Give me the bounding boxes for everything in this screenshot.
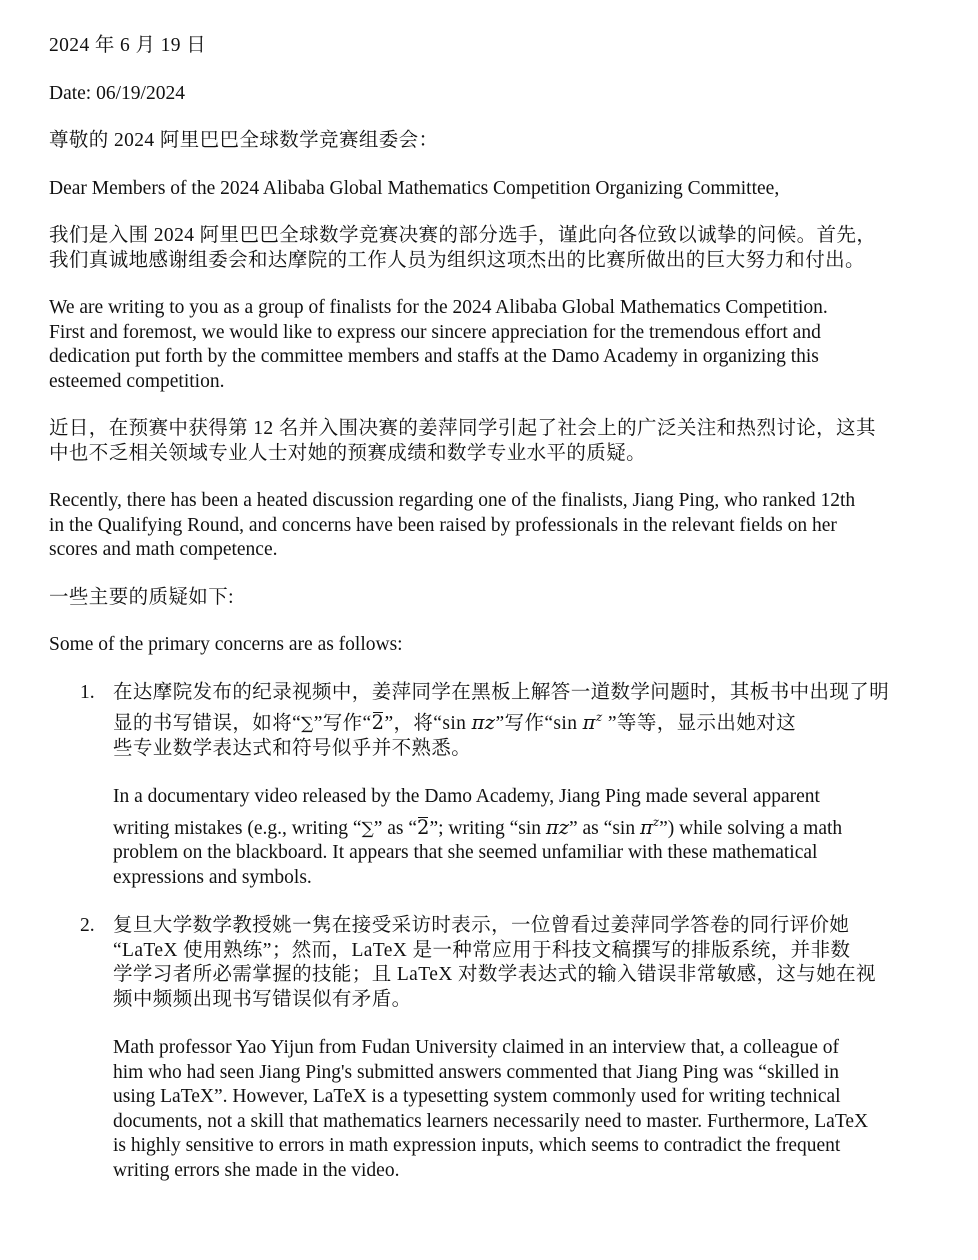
sin-text: sin — [518, 817, 546, 839]
text-run: ”，将“ — [384, 713, 443, 734]
recent-english — [49, 489, 938, 563]
concern-2-cn-line: “LaTeX 使用熟练”；然而，LaTeX 是一种常应用于科技文稿撰写的排版系统，并非数 — [113, 939, 851, 961]
sin-text: sin — [612, 817, 640, 839]
recent-chinese — [49, 417, 938, 466]
recent-en-line: Recently, there has been a heated discussion regarding one of the finalists, Jiang Ping, who ranked 12th — [49, 490, 856, 511]
concern-number: 1. — [80, 681, 95, 703]
text-run: ”等等，显示出她对这 — [602, 713, 797, 734]
miswritten-sigma — [372, 711, 385, 736]
concern-1-cn-line: 在达摩院发布的纪录视频中，姜萍同学在黑板上解答一道数学问题时，其板书中出现了明 — [113, 681, 890, 703]
text-run: 显的书写错误，如将“ — [113, 713, 302, 734]
text-run: ”) while solving a math — [659, 817, 843, 839]
sigma-symbol: ∑ — [361, 818, 374, 839]
concern-1-en-line: In a documentary video released by the Damo Academy, Jiang Ping made several apparent — [113, 786, 820, 807]
concern-2-cn-line: 频中频频出现书写错误似有矛盾。 — [113, 988, 412, 1010]
concern-2-chinese — [113, 914, 938, 1012]
concern-2-en-line: documents, not a skill that mathematics learners necessarily need to master. Furthermore, LaTeX — [113, 1110, 869, 1132]
date-english: Date: 06/19/2024 — [49, 82, 185, 104]
intro-en-line: We are writing to you as a group of finalists for the 2024 Alibaba Global Mathematics Competition. — [49, 297, 828, 318]
pi-symbol: π — [582, 711, 596, 734]
concern-1-cn-line — [113, 705, 938, 737]
text-run: ”写作“ — [495, 713, 554, 734]
concern-item-2 — [49, 914, 938, 1183]
pi-z: πz — [471, 711, 496, 734]
concerns-heading-english: Some of the primary concerns are as follows: — [49, 634, 403, 655]
intro-chinese — [49, 224, 938, 273]
intro-cn-line: 我们真诚地感谢组委会和达摩院的工作人员为组织这项杰出的比赛所做出的巨大努力和付出。 — [49, 249, 865, 271]
concern-2-en-line: writing errors she made in the video. — [113, 1159, 400, 1181]
concerns-heading-chinese: 一些主要的质疑如下: — [49, 586, 234, 608]
intro-english — [49, 296, 938, 394]
concern-2-cn-line: 复旦大学数学教授姚一隽在接受采访时表示，一位曾看过姜萍同学答卷的同行评价她 — [113, 915, 850, 936]
recent-en-line: scores and math competence. — [49, 539, 278, 560]
digit-two: 2 — [417, 815, 430, 839]
concern-1-en-line — [113, 810, 938, 842]
salutation-english: Dear Members of the 2024 Alibaba Global Mathematics Competition Organizing Committee, — [49, 177, 780, 199]
concern-item-1 — [49, 681, 938, 891]
concern-2-en-line: using LaTeX”. However, LaTeX is a typesetting system commonly used for writing technical — [113, 1086, 841, 1107]
intro-en-line: esteemed competition. — [49, 370, 225, 392]
intro-en-line: dedication put forth by the committee members and staffs at the Damo Academy in organizing this — [49, 346, 819, 367]
intro-en-line: First and foremost, we would like to express our sincere appreciation for the tremendous effort and — [49, 321, 821, 343]
concern-2-english — [113, 1036, 938, 1183]
sin-text: sin — [553, 713, 583, 734]
sigma-symbol: ∑ — [301, 714, 314, 734]
digit-two: 2 — [371, 711, 385, 734]
concern-1-english — [113, 785, 938, 890]
intro-cn-line: 我们是入围 2024 阿里巴巴全球数学竞赛决赛的部分选手，谨此向各位致以诚挚的问候。首先， — [49, 225, 877, 246]
concern-1-cn-line: 些专业数学表达式和符号似乎并不熟悉。 — [113, 737, 472, 759]
text-run: ”; writing “ — [429, 817, 519, 839]
text-run: ” as “ — [569, 817, 613, 839]
superscript-z: z — [652, 814, 660, 829]
superscript-z: z — [595, 710, 603, 724]
sin-text: sin — [442, 713, 472, 734]
concern-1-chinese — [113, 681, 938, 762]
pi-symbol: π — [639, 815, 653, 839]
overbar — [373, 712, 384, 713]
concern-2-en-line: him who had seen Jiang Ping's submitted answers commented that Jiang Ping was “skilled in — [113, 1061, 840, 1083]
date-chinese: 2024 年 6 月 19 日 — [49, 35, 207, 56]
recent-en-line: in the Qualifying Round, and concerns have been raised by professionals in the relevant fields on her — [49, 514, 837, 536]
concern-number: 2. — [80, 915, 95, 936]
text-run: ” as “ — [373, 817, 418, 839]
concern-2-en-line: Math professor Yao Yijun from Fudan University claimed in an interview that, a colleague of — [113, 1037, 840, 1058]
pi-z: πz — [545, 815, 569, 839]
concern-2-en-line: is highly sensitive to errors in math expression inputs, which seems to contradict the frequent — [113, 1135, 841, 1156]
salutation-chinese: 尊敬的 2024 阿里巴巴全球数学竞赛组委会： — [49, 130, 439, 151]
concern-1-en-line: problem on the blackboard. It appears that she seemed unfamiliar with these mathematical — [113, 842, 818, 863]
concern-1-en-line: expressions and symbols. — [113, 866, 312, 888]
miswritten-sigma — [417, 816, 429, 841]
concern-2-cn-line: 学学习者所必需掌握的技能；且 LaTeX 对数学表达式的输入错误非常敏感，这与她在视 — [113, 964, 876, 985]
recent-cn-line: 中也不乏相关领域专业人士对她的预赛成绩和数学专业水平的质疑。 — [49, 442, 647, 464]
recent-cn-line: 近日，在预赛中获得第 12 名并入围决赛的姜萍同学引起了社会上的广泛关注和热烈讨论，这其 — [49, 418, 876, 439]
text-run: writing mistakes (e.g., writing “ — [113, 817, 362, 839]
text-run: ”写作“ — [313, 713, 372, 734]
concerns-list — [49, 681, 938, 1184]
overbar — [418, 817, 428, 818]
